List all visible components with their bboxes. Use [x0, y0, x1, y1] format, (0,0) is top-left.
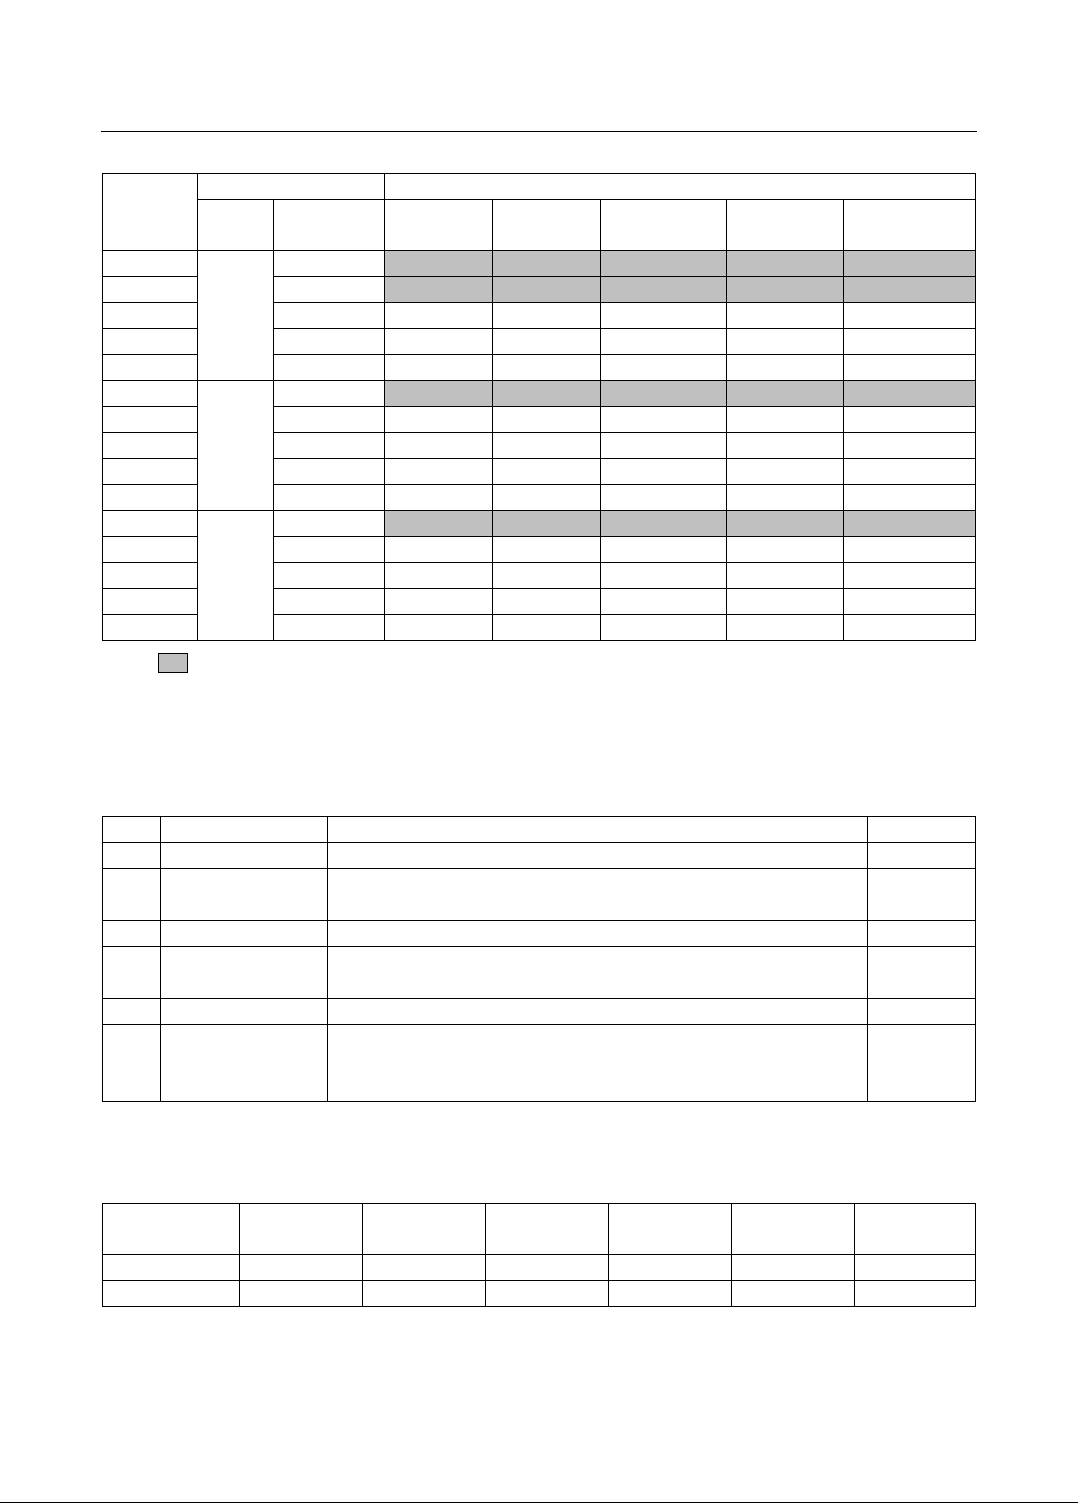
table2-cell — [103, 999, 161, 1025]
table1-value-cell — [493, 615, 601, 641]
table1-value-cell — [493, 407, 601, 433]
table1-subheader-cell — [493, 200, 601, 251]
table1-subheader-cell — [385, 200, 493, 251]
table1-subheader-cell — [844, 200, 976, 251]
table1-value-cell — [493, 511, 601, 537]
table2-cell — [103, 947, 161, 999]
table3-cell — [855, 1204, 976, 1255]
table2-cell — [868, 921, 976, 947]
table2-cell — [103, 921, 161, 947]
table2-cell — [161, 921, 328, 947]
table1-value-cell — [493, 589, 601, 615]
table1-row-label-cell — [103, 381, 198, 407]
table2-row — [103, 1025, 976, 1102]
table3-row — [103, 1255, 976, 1281]
table1-item-cell — [274, 459, 385, 485]
table1-value-cell — [601, 355, 727, 381]
table1-value-cell — [601, 329, 727, 355]
table1-value-cell — [601, 563, 727, 589]
summary-table — [102, 1203, 976, 1307]
table1-row — [103, 511, 976, 537]
table1-value-cell — [385, 251, 493, 277]
table3-cell — [855, 1281, 976, 1307]
table1-item-cell — [274, 277, 385, 303]
table2-cell — [868, 999, 976, 1025]
table1-value-cell — [844, 303, 976, 329]
table2-cell — [868, 947, 976, 999]
table1-value-cell — [844, 329, 976, 355]
table1-value-cell — [727, 329, 844, 355]
table1-value-cell — [844, 251, 976, 277]
table1-item-cell — [274, 537, 385, 563]
table2-row — [103, 999, 976, 1025]
table1-value-cell — [844, 407, 976, 433]
table1-value-cell — [727, 433, 844, 459]
table1-value-cell — [601, 251, 727, 277]
table1-value-cell — [385, 277, 493, 303]
table1-value-cell — [727, 459, 844, 485]
table3-cell — [855, 1255, 976, 1281]
table1-row-label-cell — [103, 277, 198, 303]
table1-value-cell — [727, 537, 844, 563]
table1-value-cell — [493, 537, 601, 563]
table1-row — [103, 251, 976, 277]
table1-row-label-cell — [103, 537, 198, 563]
header-rule — [101, 131, 977, 132]
footer-rule — [0, 1502, 1078, 1503]
table3-cell — [103, 1281, 240, 1307]
table2-row — [103, 843, 976, 869]
table2-row — [103, 947, 976, 999]
table1-value-cell — [493, 303, 601, 329]
table2-cell — [161, 999, 328, 1025]
table2-cell — [868, 843, 976, 869]
table1-value-cell — [493, 329, 601, 355]
table2-row — [103, 869, 976, 921]
table1-group-header-b — [385, 174, 976, 200]
table2-cell — [103, 843, 161, 869]
table1-item-cell — [274, 329, 385, 355]
table3-cell — [609, 1204, 732, 1255]
table3-cell — [732, 1281, 855, 1307]
table1-value-cell — [601, 485, 727, 511]
table2-cell — [161, 947, 328, 999]
table1-row-label-cell — [103, 407, 198, 433]
legend-shade-swatch — [158, 653, 188, 673]
table1-value-cell — [601, 381, 727, 407]
table1-row-label-cell — [103, 589, 198, 615]
table1-row-label-cell — [103, 329, 198, 355]
table3-cell — [240, 1281, 363, 1307]
table2-cell — [161, 817, 328, 843]
table3-cell — [486, 1281, 609, 1307]
table1-value-cell — [493, 277, 601, 303]
table1-row-label-cell — [103, 615, 198, 641]
table2-cell — [868, 1025, 976, 1102]
table3-cell — [486, 1255, 609, 1281]
table2-cell — [328, 999, 868, 1025]
table1-value-cell — [385, 329, 493, 355]
table1-item-cell — [274, 355, 385, 381]
table1-row-label-cell — [103, 251, 198, 277]
description-table — [102, 816, 976, 1102]
table1-value-cell — [727, 355, 844, 381]
table3-cell — [609, 1255, 732, 1281]
table1-subheader-cell — [198, 200, 274, 251]
table1-corner-cell — [103, 174, 198, 251]
table1-value-cell — [385, 355, 493, 381]
table1-value-cell — [385, 407, 493, 433]
table1-value-cell — [844, 589, 976, 615]
table1-value-cell — [844, 615, 976, 641]
shaded-matrix-table — [102, 173, 976, 641]
table1-value-cell — [601, 433, 727, 459]
table1-value-cell — [844, 485, 976, 511]
table1-group-cell — [198, 511, 274, 641]
table1-item-cell — [274, 433, 385, 459]
table3-cell — [103, 1255, 240, 1281]
table1-value-cell — [385, 381, 493, 407]
table1-value-cell — [601, 511, 727, 537]
table1-body — [103, 251, 976, 641]
table2-cell — [328, 869, 868, 921]
table2-cell — [328, 817, 868, 843]
table1-value-cell — [385, 589, 493, 615]
table1-value-cell — [493, 459, 601, 485]
table1-header-row-1 — [103, 174, 976, 200]
table1-item-cell — [274, 615, 385, 641]
table1-value-cell — [727, 381, 844, 407]
table1-value-cell — [385, 433, 493, 459]
table1-value-cell — [385, 563, 493, 589]
table1-row-label-cell — [103, 485, 198, 511]
table1-subheader-cell — [274, 200, 385, 251]
table1-value-cell — [385, 511, 493, 537]
table1-row-label-cell — [103, 511, 198, 537]
table1-value-cell — [493, 485, 601, 511]
table1-group-cell — [198, 251, 274, 381]
table1-value-cell — [844, 355, 976, 381]
table2-cell — [103, 869, 161, 921]
table1-value-cell — [601, 615, 727, 641]
table1-item-cell — [274, 303, 385, 329]
table1-value-cell — [727, 303, 844, 329]
table1-item-cell — [274, 251, 385, 277]
table3-cell — [240, 1255, 363, 1281]
table3-cell — [732, 1204, 855, 1255]
table1-value-cell — [385, 459, 493, 485]
table1-value-cell — [844, 511, 976, 537]
table3-cell — [363, 1255, 486, 1281]
table1-item-cell — [274, 589, 385, 615]
table1-value-cell — [493, 433, 601, 459]
table2-cell — [328, 921, 868, 947]
table3-body — [103, 1204, 976, 1307]
table1-value-cell — [493, 251, 601, 277]
table1-value-cell — [727, 589, 844, 615]
table1-value-cell — [601, 407, 727, 433]
table2-row — [103, 921, 976, 947]
table3-cell — [363, 1281, 486, 1307]
table1-item-cell — [274, 381, 385, 407]
table1-value-cell — [493, 381, 601, 407]
table3-cell — [103, 1204, 240, 1255]
table1-value-cell — [844, 563, 976, 589]
table2-cell — [161, 869, 328, 921]
table2-cell — [328, 1025, 868, 1102]
table1-row — [103, 381, 976, 407]
table1-value-cell — [844, 277, 976, 303]
table1-value-cell — [727, 277, 844, 303]
table3-cell — [486, 1204, 609, 1255]
table3-cell — [609, 1281, 732, 1307]
table1-row-label-cell — [103, 563, 198, 589]
table2-cell — [103, 817, 161, 843]
table1-value-cell — [385, 303, 493, 329]
table3-row — [103, 1281, 976, 1307]
table1-row-label-cell — [103, 433, 198, 459]
table1-item-cell — [274, 407, 385, 433]
table1-row-label-cell — [103, 355, 198, 381]
table1-value-cell — [601, 589, 727, 615]
table1-value-cell — [727, 251, 844, 277]
table3-cell — [363, 1204, 486, 1255]
table2-body — [103, 817, 976, 1102]
table1-value-cell — [493, 563, 601, 589]
table2-cell — [868, 817, 976, 843]
table3-cell — [732, 1255, 855, 1281]
table1-value-cell — [493, 355, 601, 381]
table3-cell — [240, 1204, 363, 1255]
table1-row-label-cell — [103, 459, 198, 485]
table2-cell — [103, 1025, 161, 1102]
table1-value-cell — [727, 615, 844, 641]
table1-value-cell — [601, 459, 727, 485]
table1-value-cell — [844, 381, 976, 407]
table1-subheader-cell — [727, 200, 844, 251]
table1-value-cell — [727, 563, 844, 589]
table1-value-cell — [844, 433, 976, 459]
table1-value-cell — [727, 511, 844, 537]
table1-item-cell — [274, 485, 385, 511]
table1-value-cell — [601, 277, 727, 303]
table1-value-cell — [727, 485, 844, 511]
table1-value-cell — [601, 303, 727, 329]
table1-value-cell — [727, 407, 844, 433]
table2-cell — [328, 843, 868, 869]
table2-cell — [328, 947, 868, 999]
table1-group-header-a — [198, 174, 385, 200]
table2-cell — [161, 1025, 328, 1102]
table1-subheader-cell — [601, 200, 727, 251]
table1-value-cell — [385, 485, 493, 511]
table1-value-cell — [601, 537, 727, 563]
table1-item-cell — [274, 563, 385, 589]
table1-group-cell — [198, 381, 274, 511]
table2-cell — [868, 869, 976, 921]
table1-value-cell — [385, 537, 493, 563]
table1-value-cell — [385, 615, 493, 641]
table1-value-cell — [844, 537, 976, 563]
table1-header-row-2 — [103, 200, 976, 251]
table1-row-label-cell — [103, 303, 198, 329]
table3-header-row — [103, 1204, 976, 1255]
table1-item-cell — [274, 511, 385, 537]
table2-cell — [161, 843, 328, 869]
table2-header-row — [103, 817, 976, 843]
table1-value-cell — [844, 459, 976, 485]
